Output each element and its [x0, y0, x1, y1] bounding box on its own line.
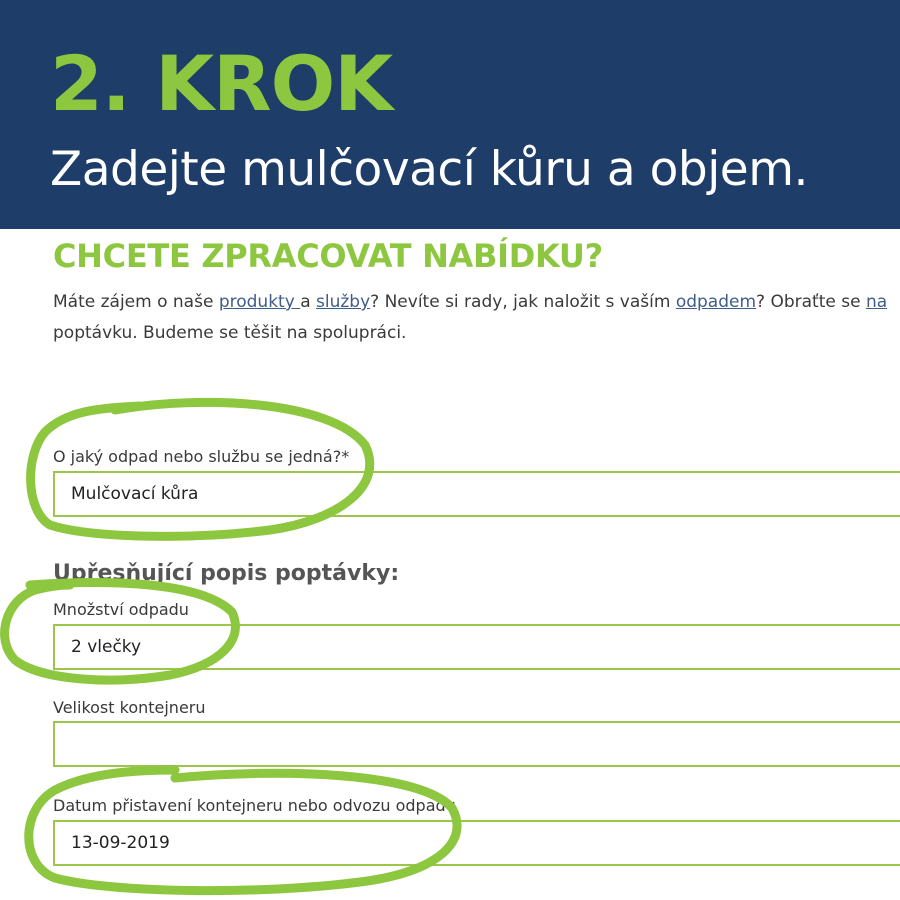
quantity-label: Množství odpadu	[53, 600, 189, 619]
container-size-label: Velikost kontejneru	[53, 698, 206, 717]
link-contact[interactable]: na	[865, 292, 888, 312]
intro-text-part: a	[300, 292, 317, 312]
intro-text	[53, 287, 900, 349]
step-banner	[0, 0, 900, 229]
waste-type-label: O jaký odpad nebo službu se jedná?*	[53, 447, 350, 466]
quantity-input[interactable]: 2 vlečky	[53, 624, 900, 670]
intro-line-1	[53, 287, 900, 318]
request-details-heading: Upřesňující popis poptávky:	[53, 561, 400, 586]
section-heading: CHCETE ZPRACOVAT NABÍDKU?	[53, 237, 603, 275]
intro-text-part: ? Nevíte si rady, jak naložit s vaším	[370, 292, 676, 312]
link-services[interactable]: služby	[316, 292, 371, 312]
intro-text-part: Máte zájem o naše	[53, 292, 219, 312]
intro-line-2: poptávku. Budeme se těšit na spolupráci.	[53, 323, 407, 343]
link-products[interactable]: produkty	[218, 292, 301, 312]
container-size-input[interactable]	[53, 721, 900, 767]
waste-type-input[interactable]: Mulčovací kůra	[53, 471, 900, 517]
step-title: 2. KROK	[50, 39, 393, 128]
intro-text-part: ? Obraťte se	[756, 292, 866, 312]
date-input[interactable]: 13-09-2019	[53, 820, 900, 866]
step-subtitle: Zadejte mulčovací kůru a objem.	[50, 142, 808, 197]
date-label: Datum přistavení kontejneru nebo odvozu odpadu	[53, 796, 456, 815]
link-waste[interactable]: odpadem	[675, 292, 757, 312]
